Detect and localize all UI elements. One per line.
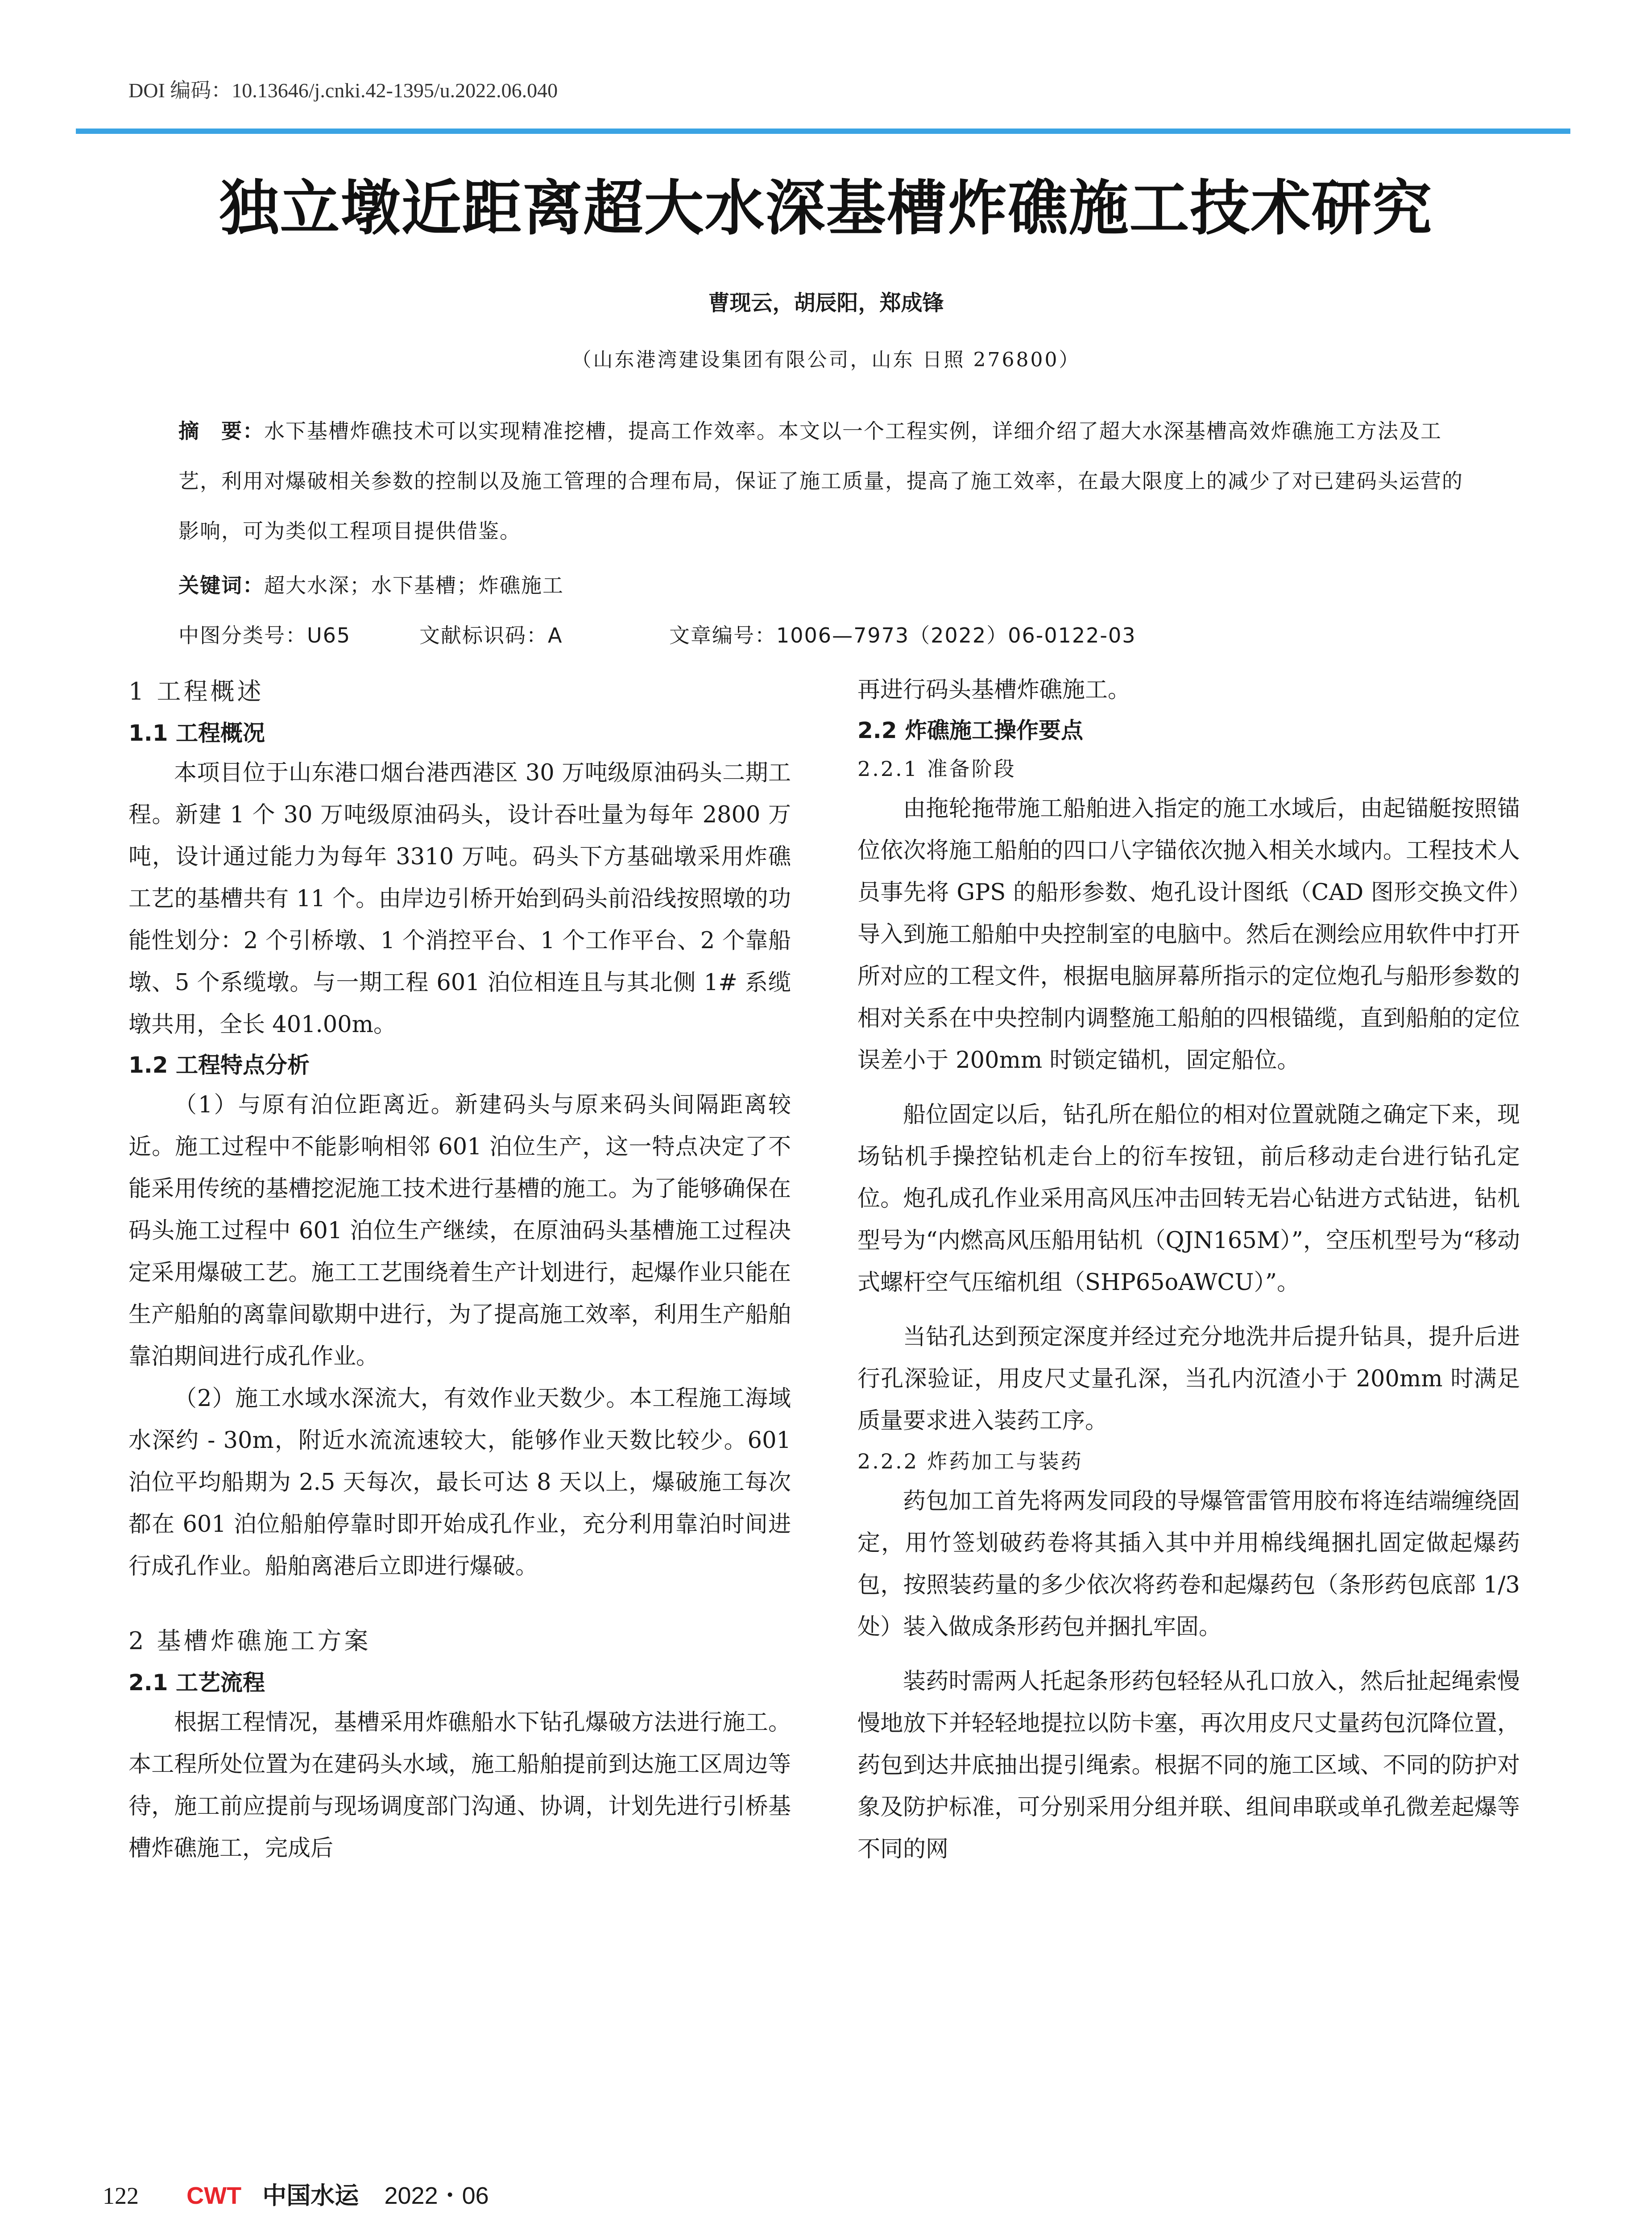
paragraph: 当钻孔达到预定深度并经过充分地洗井后提升钻具，提升后进行孔深验证，用皮尺丈量孔深，当孔内沉渣小于 200mm 时满足质量要求进入装药工序。 — [857, 1324, 1520, 1434]
paragraph: 根据工程情况，基槽采用炸礁船水下钻孔爆破方法进行施工。本工程所处位置为在建码头水域，施工船舶提前到达施工区周边等待，施工前应提前与现场调度部门沟通、协调，计划先进行引桥基槽炸礁施工，完成后 — [128, 1709, 791, 1862]
section-1-2-heading: 1.2 工程特点分析 — [128, 1052, 310, 1078]
classification-line — [178, 610, 1481, 660]
section-2-2-heading: 2.2 炸礁施工操作要点 — [857, 717, 1083, 743]
page-footer — [103, 2177, 489, 2208]
section-1-1-heading: 1.1 工程概况 — [128, 720, 265, 746]
paper-title: 独立墩近距离超大水深基槽炸礁施工技术研究 — [219, 173, 1433, 243]
abstract-label: 摘 要： — [178, 419, 264, 443]
left-column — [128, 669, 791, 1870]
section-2-heading: 2 基槽炸礁施工方案 — [128, 1627, 371, 1655]
right-column — [857, 669, 1520, 1870]
keywords-label: 关键词： — [178, 573, 264, 597]
doi-line: DOI 编码：10.13646/j.cnki.42-1395/u.2022.06.040 — [128, 79, 558, 102]
section-2-2-1-heading: 2.2.1 准备阶段 — [857, 757, 1016, 781]
article-number: 文章编号：1006—7973（2022）06-0122-03 — [669, 623, 1136, 647]
section-1-heading: 1 工程概述 — [128, 677, 264, 705]
journal-logo: CWT — [186, 2182, 242, 2209]
paragraph: 船位固定以后，钻孔所在船位的相对位置就随之确定下来，现场钻机手操控钻机走台上的衍车按钮，前后移动走台进行钻孔定位。炮孔成孔作业采用高风压冲击回转无岩心钻进方式钻进，钻机型号为“内燃高风压船用钻机（QJN165M）”，空压机型号为“移动式螺杆空气压缩机组（SHP65oAWCU）”。 — [857, 1102, 1520, 1296]
clc-number: 中图分类号：U65 — [178, 623, 351, 647]
section-2-2-2-heading: 2.2.2 炸药加工与装药 — [857, 1449, 1083, 1473]
journal-name: 中国水运 — [262, 2181, 359, 2210]
paragraph: （2）施工水域水深流大，有效作业天数少。本工程施工海域水深约 - 30m，附近水流流速较大，能够作业天数比较少。601 泊位平均船期为 2.5 天每次，最长可达 8 天以上，爆破施工每次都在 601 泊位船舶停靠时即开始成孔作业，充分利用靠泊时间进行成孔作业。船舶离港后立即进行爆破。 — [128, 1385, 791, 1580]
page-number: 122 — [103, 2182, 139, 2209]
keywords-text: 超大水深；水下基槽；炸礁施工 — [264, 573, 564, 597]
abstract — [178, 406, 1481, 660]
affiliation: （山东港湾建设集团有限公司，山东 日照 276800） — [571, 348, 1081, 371]
journal-issue: 2022・06 — [384, 2182, 489, 2209]
paragraph-continued: 再进行码头基槽炸礁施工。 — [857, 677, 1131, 703]
header-rule — [76, 129, 1570, 134]
paragraph: 装药时需两人托起条形药包轻轻从孔口放入，然后扯起绳索慢慢地放下并轻轻地提拉以防卡塞，再次用皮尺丈量药包沉降位置，药包到达井底抽出提引绳索。根据不同的施工区域、不同的防护对象及防护标准，可分别采用分组并联、组间串联或单孔微差起爆等不同的网 — [857, 1668, 1520, 1862]
paragraph: 由拖轮拖带施工船舶进入指定的施工水域后，由起锚艇按照锚位依次将施工船舶的四口八字锚依次抛入相关水域内。工程技术人员事先将 GPS 的船形参数、炮孔设计图纸（CAD 图形交换文件）导入到施工船舶中央控制室的电脑中。然后在测绘应用软件中打开所对应的工程文件，根据电脑屏幕所指示的定位炮孔与船形参数的相对关系在中央控制内调整施工船舶的四根锚缆，直到船舶的定位误差小于 200mm 时锁定锚机，固定船位。 — [857, 796, 1520, 1074]
section-2-1-heading: 2.1 工艺流程 — [128, 1670, 265, 1696]
document-code: 文献标识码：A — [419, 623, 563, 647]
author-list: 曹现云，胡辰阳，郑成锋 — [708, 290, 944, 315]
abstract-text: 水下基槽炸礁技术可以实现精准挖槽，提高工作效率。本文以一个工程实例，详细介绍了超大水深基槽高效炸礁施工方法及工艺，利用对爆破相关参数的控制以及施工管理的合理布局，保证了施工质量，提高了施工效率，在最大限度上的减少了对已建码头运营的影响，可为类似工程项目提供借鉴。 — [178, 419, 1463, 543]
paragraph: 本项目位于山东港口烟台港西港区 30 万吨级原油码头二期工程。新建 1 个 30 万吨级原油码头，设计吞吐量为每年 2800 万吨，设计通过能力为每年 3310 万吨。码头下方基础墩采用炸礁工艺的基槽共有 11 个。由岸边引桥开始到码头前沿线按照墩的功能性划分：2 个引桥墩、1 个消控平台、1 个工作平台、2 个靠船墩、5 个系缆墩。与一期工程 601 泊位相连且与其北侧 1# 系缆墩共用，全长 401.00m。 — [128, 760, 791, 1038]
paragraph: （1）与原有泊位距离近。新建码头与原来码头间隔距离较近。施工过程中不能影响相邻 601 泊位生产，这一特点决定了不能采用传统的基槽挖泥施工技术进行基槽的施工。为了能够确保在码头施工过程中 601 泊位生产继续，在原油码头基槽施工过程决定采用爆破工艺。施工工艺围绕着生产计划进行，起爆作业只能在生产船舶的离靠间歇期中进行，为了提高施工效率，利用生产船舶靠泊期间进行成孔作业。 — [128, 1092, 791, 1370]
paragraph: 药包加工首先将两发同段的导爆管雷管用胶布将连结端缠绕固定，用竹签划破药卷将其插入其中并用棉线绳捆扎固定做起爆药包，按照装药量的多少依次将药卷和起爆药包（条形药包底部 1/3 处）装入做成条形药包并捆扎牢固。 — [857, 1488, 1520, 1640]
keywords — [178, 560, 1481, 610]
